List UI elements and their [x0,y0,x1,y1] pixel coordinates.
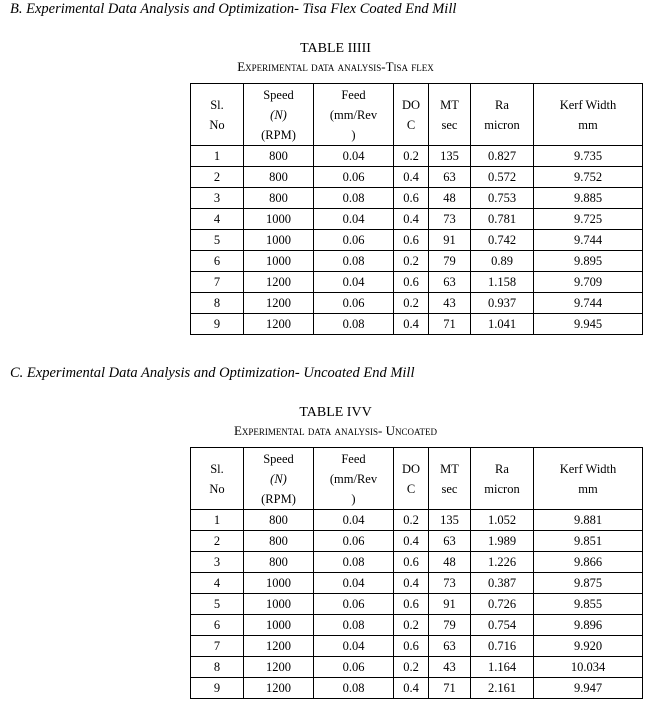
table-cell: 0.06 [314,531,394,552]
table-cell: 4 [191,209,244,230]
table-cell: 1200 [244,314,314,335]
table-cell: 9.896 [534,615,643,636]
table-cell: 0.06 [314,293,394,314]
table-cell: 4 [191,573,244,594]
column-header [429,448,471,510]
table-title: Experimental data analysis- Uncoated [233,423,438,438]
column-header-line: Kerf Width [559,461,617,476]
table-cell: 0.08 [314,314,394,335]
column-header-line: DO [401,461,421,476]
column-header-line: Speed [263,87,294,102]
table-cell: 3 [191,188,244,209]
table-cell: 1200 [244,678,314,699]
table-cell: 5 [191,594,244,615]
column-header [244,448,314,510]
table-cell: 2 [191,531,244,552]
table-cell: 0.04 [314,573,394,594]
table-cell: 0.6 [394,230,429,251]
table-cell: 71 [429,314,471,335]
table-cell: 0.6 [394,594,429,615]
table-cell: 2 [191,167,244,188]
column-header-line: Ra [495,461,509,476]
table-title: Experimental data analysis-Tisa flex [237,59,434,74]
table-caption-3 [0,40,671,76]
table-cell: 0.2 [394,293,429,314]
column-header-line: C [406,117,416,132]
column-header [471,448,534,510]
column-header [534,84,643,146]
table-cell: 0.781 [471,209,534,230]
table-cell: 91 [429,230,471,251]
column-header-line: (N) [270,471,287,486]
table-cell: 1 [191,510,244,531]
column-header-line: (mm/Rev [329,471,378,486]
table-cell: 6 [191,615,244,636]
table-cell: 9.947 [534,678,643,699]
column-header-line: micron [484,117,520,132]
table-cell: 7 [191,636,244,657]
column-header-line: (N) [270,107,287,122]
table-cell: 6 [191,251,244,272]
table-cell: 0.04 [314,209,394,230]
table-cell: 91 [429,594,471,615]
table-row [191,167,643,188]
table-cell: 0.08 [314,615,394,636]
table-cell: 0.2 [394,251,429,272]
table-cell: 1.226 [471,552,534,573]
column-header-line: Feed [341,87,366,102]
table-cell: 0.04 [314,146,394,167]
table-cell: 73 [429,573,471,594]
table-cell: 0.04 [314,636,394,657]
table-cell: 48 [429,552,471,573]
table-row [191,314,643,335]
table-row [191,552,643,573]
table-cell: 1000 [244,251,314,272]
table-cell: 0.4 [394,678,429,699]
table-header-row [191,84,643,146]
column-header [471,84,534,146]
table-cell: 800 [244,510,314,531]
table-cell: 0.716 [471,636,534,657]
column-header-line: mm [578,481,598,496]
table-cell: 8 [191,293,244,314]
table-cell: 9.895 [534,251,643,272]
table-cell: 9.885 [534,188,643,209]
table-row [191,573,643,594]
table-cell: 1.052 [471,510,534,531]
column-header-line: Kerf Width [559,97,617,112]
table-row [191,531,643,552]
table-cell: 9.735 [534,146,643,167]
table-cell: 1.041 [471,314,534,335]
table-cell: 800 [244,552,314,573]
table-cell: 9.709 [534,272,643,293]
table-cell: 0.2 [394,615,429,636]
table-row [191,615,643,636]
table-cell: 73 [429,209,471,230]
table-cell: 0.6 [394,636,429,657]
table-cell: 63 [429,636,471,657]
table-cell: 0.6 [394,188,429,209]
table-cell: 63 [429,272,471,293]
table-cell: 79 [429,251,471,272]
table-cell: 1000 [244,573,314,594]
table-cell: 0.06 [314,230,394,251]
table-cell: 79 [429,615,471,636]
table-cell: 1000 [244,230,314,251]
table-cell: 1200 [244,293,314,314]
table-cell: 9.744 [534,293,643,314]
column-header-line: MT [440,97,459,112]
table-cell: 0.754 [471,615,534,636]
table-cell: 9.855 [534,594,643,615]
column-header [534,448,643,510]
table-cell: 135 [429,510,471,531]
table-cell: 1.158 [471,272,534,293]
table-cell: 0.6 [394,552,429,573]
column-header-line: No [209,481,225,496]
table-cell: 800 [244,531,314,552]
table-cell: 43 [429,657,471,678]
table-cell: 1 [191,146,244,167]
table-cell: 9 [191,314,244,335]
table-row [191,510,643,531]
table-cell: 0.89 [471,251,534,272]
table-cell: 10.034 [534,657,643,678]
table-row [191,251,643,272]
table-cell: 9 [191,678,244,699]
column-header-line: ) [351,127,356,142]
column-header-line: Ra [495,97,509,112]
table-cell: 7 [191,272,244,293]
column-header-line: mm [578,117,598,132]
table-cell: 0.4 [394,167,429,188]
table-cell: 0.2 [394,510,429,531]
column-header-line: C [406,481,416,496]
table-cell: 0.08 [314,251,394,272]
column-header [191,84,244,146]
table-cell: 0.2 [394,657,429,678]
table-cell: 0.08 [314,188,394,209]
table-cell: 5 [191,230,244,251]
table-cell: 135 [429,146,471,167]
table-cell: 0.827 [471,146,534,167]
table-cell: 9.920 [534,636,643,657]
table-row [191,146,643,167]
table-cell: 1000 [244,209,314,230]
column-header [314,448,394,510]
table-cell: 9.881 [534,510,643,531]
table-cell: 63 [429,167,471,188]
column-header-line: (mm/Rev [329,107,378,122]
table-cell: 9.945 [534,314,643,335]
table-cell: 0.742 [471,230,534,251]
table-header-row [191,448,643,510]
column-header [244,84,314,146]
column-header [191,448,244,510]
table-cell: 0.572 [471,167,534,188]
table-cell: 63 [429,531,471,552]
table-cell: 9.851 [534,531,643,552]
table-row [191,209,643,230]
table-cell: 1200 [244,636,314,657]
table-cell: 9.752 [534,167,643,188]
data-table-uncoated [190,447,643,699]
table-cell: 48 [429,188,471,209]
table-caption-4 [0,404,671,440]
column-header-line: (RPM) [261,127,296,142]
table-cell: 0.4 [394,314,429,335]
table-label: TABLE IVV [299,405,372,420]
table-cell: 0.04 [314,510,394,531]
table-cell: 0.387 [471,573,534,594]
table-cell: 1000 [244,615,314,636]
column-header-line: Speed [263,451,294,466]
table-cell: 9.725 [534,209,643,230]
table-cell: 800 [244,146,314,167]
table-cell: 0.06 [314,594,394,615]
column-header-line: ) [351,491,356,506]
table-cell: 9.744 [534,230,643,251]
table-cell: 1200 [244,272,314,293]
table-cell: 0.08 [314,552,394,573]
table-cell: 0.6 [394,272,429,293]
table-cell: 1.164 [471,657,534,678]
table-cell: 0.4 [394,209,429,230]
column-header-line: Sl. [210,97,224,112]
column-header-line: (RPM) [261,491,296,506]
column-header-line: sec [441,117,458,132]
table-cell: 1000 [244,594,314,615]
table-cell: 0.937 [471,293,534,314]
column-header-line: Sl. [210,461,224,476]
column-header [394,448,429,510]
table-cell: 0.4 [394,573,429,594]
column-header-line: micron [484,481,520,496]
table-cell: 3 [191,552,244,573]
table-row [191,272,643,293]
table-cell: 0.753 [471,188,534,209]
table-label: TABLE IIIII [300,41,371,56]
section-heading-c: C. Experimental Data Analysis and Optimization- Uncoated End Mill [10,365,415,381]
table-cell: 1200 [244,657,314,678]
column-header [394,84,429,146]
table-cell: 43 [429,293,471,314]
table-row [191,657,643,678]
table-cell: 9.875 [534,573,643,594]
table-row [191,293,643,314]
column-header-line: sec [441,481,458,496]
table-row [191,594,643,615]
table-cell: 8 [191,657,244,678]
table-row [191,678,643,699]
table-cell: 0.726 [471,594,534,615]
table-cell: 0.2 [394,146,429,167]
table-cell: 0.08 [314,678,394,699]
table-cell: 0.04 [314,272,394,293]
table-cell: 9.866 [534,552,643,573]
table-cell: 0.06 [314,167,394,188]
table-cell: 71 [429,678,471,699]
column-header [314,84,394,146]
table-cell: 800 [244,167,314,188]
table-cell: 1.989 [471,531,534,552]
column-header [429,84,471,146]
section-heading-b: B. Experimental Data Analysis and Optimization- Tisa Flex Coated End Mill [10,1,457,17]
data-table-tisa-flex [190,83,643,335]
table-row [191,230,643,251]
table-row [191,636,643,657]
column-header-line: Feed [341,451,366,466]
table-cell: 0.06 [314,657,394,678]
column-header-line: No [209,117,225,132]
table-cell: 0.4 [394,531,429,552]
table-cell: 2.161 [471,678,534,699]
column-header-line: MT [440,461,459,476]
table-row [191,188,643,209]
table-cell: 800 [244,188,314,209]
column-header-line: DO [401,97,421,112]
